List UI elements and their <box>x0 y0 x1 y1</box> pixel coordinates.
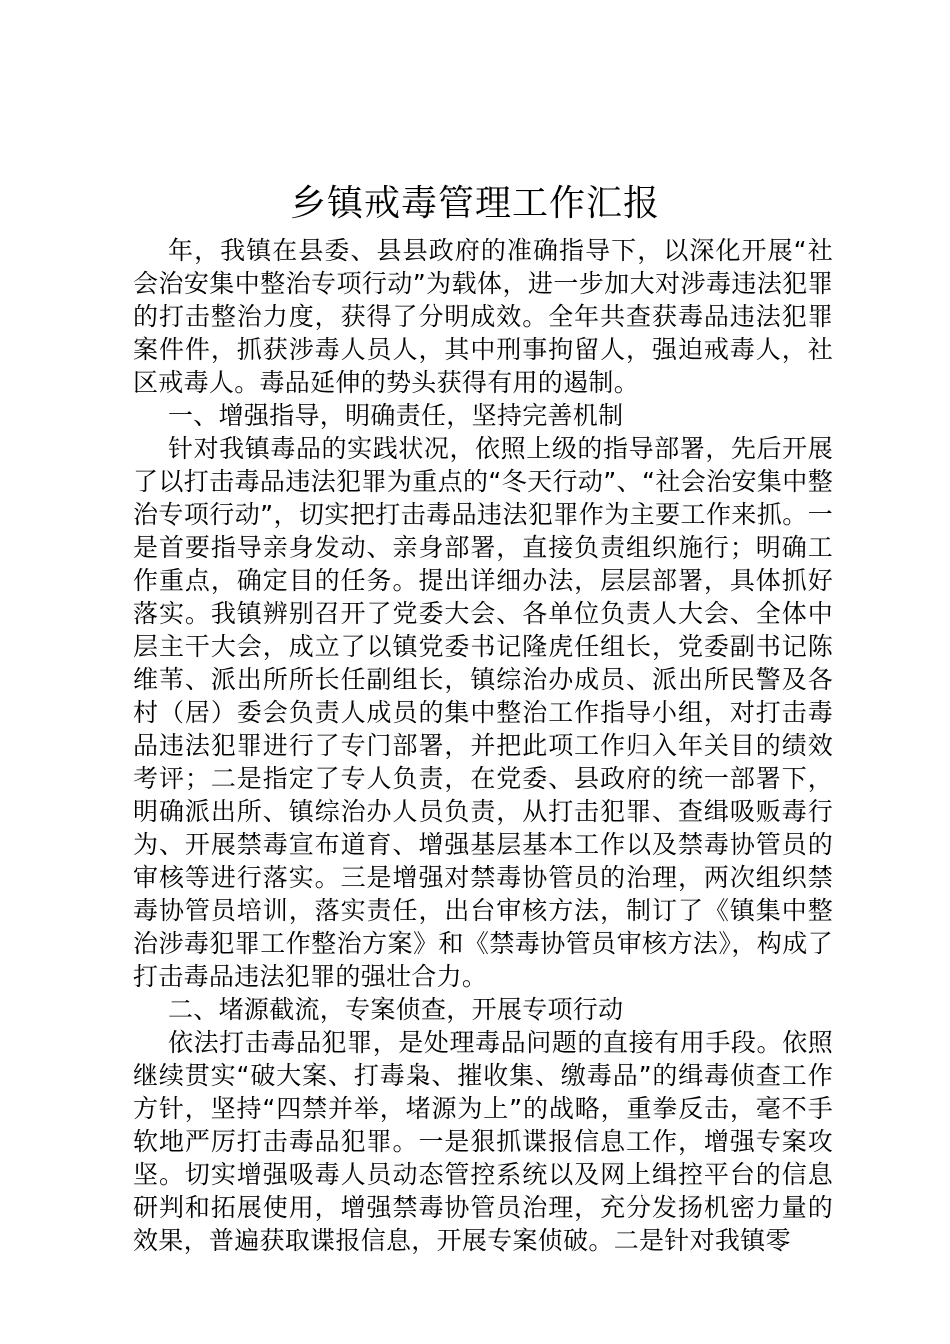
section-1-paragraph: 针对我镇毒品的实践状况，依照上级的指导部署，先后开展了以打击毒品违法犯罪为重点的“冬天行动”、“社会治安集中整治专项行动”，切实把打击毒品违法犯罪作为主要工作来抓。一是首要指导亲身发动、亲身部署，直接负责组织施行；明确工作重点，确定目的任务。提出详细办法，层层部署，具体抓好落实。我镇辨别召开了党委大会、各单位负责人大会、全体中层主干大会，成立了以镇党委书记隆虎任组长，党委副书记陈维苇、派出所所长任副组长，镇综治办成员、派出所民警及各村（居）委会负责人成员的集中整治工作指导小组，对打击毒品违法犯罪进行了专门部署，并把此项工作归入年关目的绩效考评；二是指定了专人负责，在党委、县政府的统一部署下，明确派出所、镇综治办人员负责，从打击犯罪、查缉吸贩毒行为、开展禁毒宣布道育、增强基层基本工作以及禁毒协管员的审核等进行落实。三是增强对禁毒协管员的治理，两次组织禁毒协管员培训，落实责任，出台审核方法，制订了《镇集中整治涉毒犯罪工作整治方案》和《禁毒协管员审核方法》，构成了打击毒品违法犯罪的强壮合力。 <box>133 434 833 991</box>
section-2-paragraph: 依法打击毒品犯罪，是处理毒品问题的直接有用手段。依照继续贯实“破大案、打毒枭、摧收集、缴毒品”的缉毒侦查工作方针，坚持“四禁并举，堵源为上”的战略，重拳反击，毫不手软地严厉打击毒品犯罪。一是狠抓谍报信息工作，增强专案攻坚。切实增强吸毒人员动态管控系统以及网上缉控平台的信息研判和拓展使用，增强禁毒协管员治理，充分发扬机密力量的效果，普遍获取谍报信息，开展专案侦破。二是针对我镇零 <box>133 1028 833 1255</box>
intro-paragraph: 年，我镇在县委、县县政府的准确指导下，以深化开展“社会治安集中整治专项行动”为载体，进一步加大对涉毒违法犯罪的打击整治力度，获得了分明成效。全年共查获毒品违法犯罪案件件，抓获涉毒人员人，其中刑事拘留人，强迫戒毒人，社区戒毒人。毒品延伸的势头获得有用的遏制。 <box>133 236 833 397</box>
section-heading-2: 二、堵源截流，专案侦查，开展专项行动 <box>168 995 624 1024</box>
document-body <box>133 234 833 1257</box>
section-heading-1: 一、增强指导，明确责任，坚持完善机制 <box>168 401 624 430</box>
document-title: 乡镇戒毒管理工作汇报 <box>289 183 660 224</box>
